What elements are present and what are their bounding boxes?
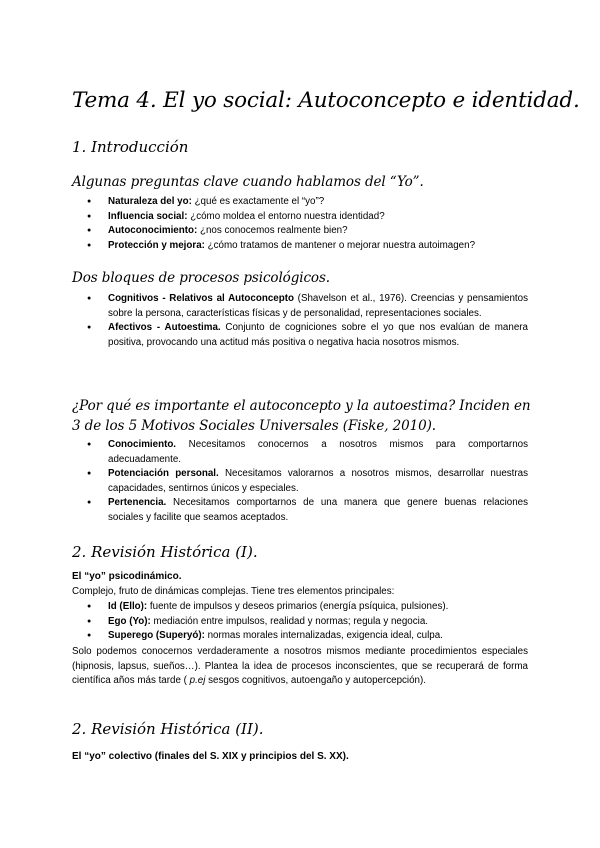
list-item: ● Pertenencia. Necesitamos comportarnos de una manera que genere buenas relaciones sociales y facilite que seamos aceptados. — [72, 496, 528, 525]
section-heading-introduccion: 1. Introducción — [72, 138, 189, 156]
section-heading-revision-1: 2. Revisión Histórica (I). — [72, 543, 258, 561]
list-item: ● Protección y mejora: ¿cómo tratamos de mantener o mejorar nuestra autoimagen? — [72, 239, 528, 254]
list-item: ● Conocimiento. Necesitamos conocernos a nosotros mismos para comportarnos adecuadamente. — [72, 438, 528, 467]
section-heading-revision-2: 2. Revisión Histórica (II). — [72, 720, 264, 738]
subheading-bloques: Dos bloques de procesos psicológicos. — [72, 270, 330, 286]
list-item: ● Influencia social: ¿cómo moldea el entorno nuestra identidad? — [72, 210, 528, 225]
list-item: ● Ego (Yo): mediación entre impulsos, realidad y normas; regula y negocia. — [72, 615, 528, 630]
collective-label: El “yo” colectivo (finales del S. XIX y principios del S. XX). — [72, 751, 349, 762]
list-item: ● Superego (Superyó): normas morales internalizadas, exigencia ideal, culpa. — [72, 629, 528, 644]
list-item: ● Id (Ello): fuente de impulsos y deseos primarios (energía psíquica, pulsiones). — [72, 600, 528, 615]
freud-elements-list — [72, 600, 528, 644]
page-title: Tema 4. El yo social: Autoconcepto e identidad. — [72, 88, 580, 113]
list-item: ● Cognitivos - Relativos al Autoconcepto (Shavelson et al., 1976). Creencias y pensamientos sobre la persona, características físicas y de personalidad, representaciones sociales. — [72, 292, 528, 321]
list-item: ● Naturaleza del yo: ¿qué es exactamente el “yo”? — [72, 195, 528, 210]
subheading-preguntas: Algunas preguntas clave cuando hablamos del “Yo”. — [72, 174, 424, 190]
list-item: ● Afectivos - Autoestima. Conjunto de cogniciones sobre el yo que nos evalúan de manera positiva, provocando una actitud más positiva o negativa hacia nosotros mismos. — [72, 321, 528, 350]
questions-list — [72, 195, 528, 253]
psychodynamic-label: El “yo” psicodinámico. — [72, 571, 182, 582]
psychodynamic-closing: Solo podemos conocernos verdaderamente a nosotros mismos mediante procedimientos especiales (hipnosis, lapsus, sueños…). Plantea la idea de procesos inconscientes, que se recuperará de forma científica años más tarde ( p.ej sesgos cognitivos, autoengaño y autopercepción). — [72, 646, 528, 687]
psychodynamic-intro: Complejo, fruto de dinámicas complejas. Tiene tres elementos principales: — [72, 586, 395, 597]
subheading-importancia: ¿Por qué es importante el autoconcepto y la autoestima? Inciden en 3 de los 5 Motivos Sociales Universales (Fiske, 2010). — [72, 398, 531, 434]
list-item: ● Autoconocimiento: ¿nos conocemos realmente bien? — [72, 224, 528, 239]
list-item: ● Potenciación personal. Necesitamos valorarnos a nosotros mismos, desarrollar nuestras capacidades, sentirnos únicos y especiales. — [72, 467, 528, 496]
motives-list — [72, 438, 528, 526]
blocks-list — [72, 292, 528, 350]
